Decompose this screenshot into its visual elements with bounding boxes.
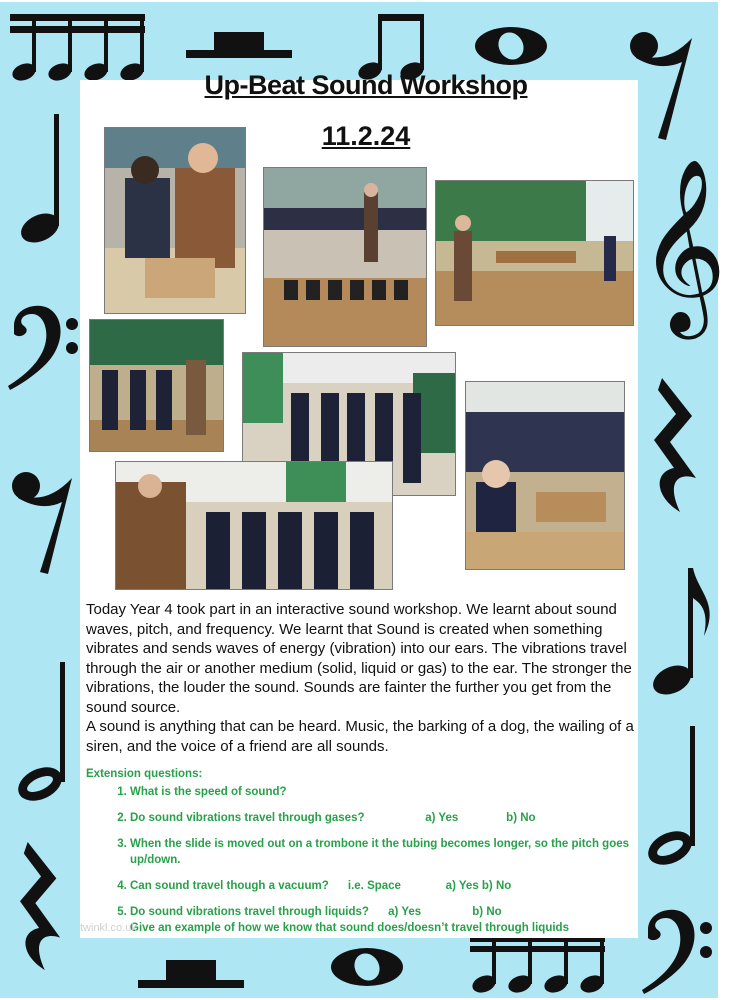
whole-rest-icon <box>138 960 244 990</box>
photo-pupil-with-instrument <box>104 127 246 314</box>
question-item <box>130 836 636 868</box>
body-paragraph-2: A sound is anything that can be heard. Music, the barking of a dog, the wailing of a siren, and the voice of a friend are all sounds. <box>86 718 634 755</box>
question-text: When the slide is moved out on a trombone it the tubing becomes longer, so the pitch goes up/down. <box>130 838 630 866</box>
quarter-rest-icon <box>14 842 70 972</box>
eighth-rest-icon <box>10 472 76 576</box>
question-list <box>86 784 636 936</box>
question-text: Can sound travel though a vacuum? i.e. Space a) Yes b) No <box>130 880 512 892</box>
question-item <box>130 784 636 800</box>
question-item <box>130 904 636 936</box>
question-item <box>130 878 636 894</box>
question-subtext: Give an example of how we know that sound does/doesn’t travel through liquids <box>130 922 569 934</box>
workshop-description <box>86 600 636 756</box>
page-title: Up-Beat Sound Workshop <box>204 70 528 100</box>
photo-presenter-in-hall <box>435 180 634 326</box>
eighth-note-icon <box>650 568 712 698</box>
treble-clef-icon: 𝄞 <box>638 158 727 332</box>
bass-clef-icon <box>640 906 714 998</box>
half-note-icon <box>646 726 698 866</box>
whole-note-icon <box>330 946 404 988</box>
question-text: Do sound vibrations travel through liquids? a) Yes b) No <box>130 906 502 918</box>
watermark: twinkl.co.uk <box>80 922 137 934</box>
question-text: What is the speed of sound? <box>130 786 287 798</box>
extension-heading: Extension questions: <box>86 768 203 780</box>
body-paragraph-1: Today Year 4 took part in an interactive sound workshop. We learnt about sound waves, pitch, and frequency. We learnt that Sound is created when something vibrates and sends waves of energy (vibration) into our ears. The vibrations travel through the air or another medium (solid, liquid or gas) to the ear. The stronger the vibrations, the louder the sound. Sounds are fainter the further you get from the sound source. <box>86 601 632 716</box>
bass-clef-icon <box>6 302 80 394</box>
question-item <box>130 810 636 826</box>
photo-pupils-group <box>115 461 393 590</box>
photo-pupils-standing <box>89 319 224 452</box>
extension-questions <box>86 768 636 946</box>
quarter-rest-icon <box>648 378 706 514</box>
photo-pupil-demonstration <box>465 381 625 570</box>
whole-rest-icon <box>186 32 292 60</box>
workshop-date: 11.2.24 <box>321 121 411 151</box>
half-note-icon <box>16 662 68 802</box>
whole-note-icon <box>474 26 548 66</box>
photo-workshop-hall <box>263 167 427 347</box>
question-text: Do sound vibrations travel through gases? a) Yes b) No <box>130 812 536 824</box>
